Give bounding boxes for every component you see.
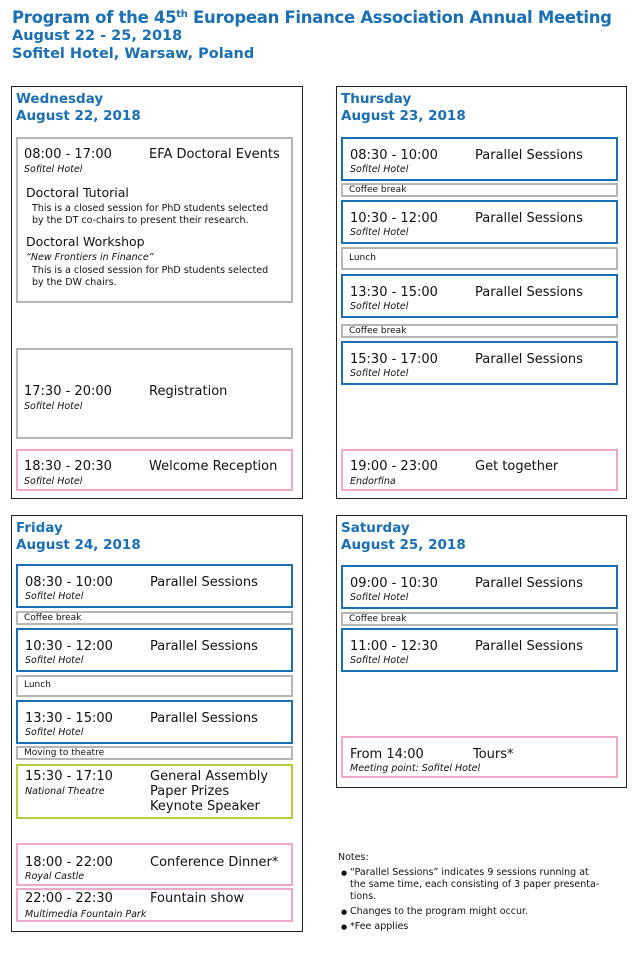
event-title: Parallel Sessions <box>150 575 258 590</box>
event-parallel-sessions[interactable] <box>341 274 618 318</box>
event-time: From 14:00 <box>350 747 424 762</box>
doctoral-workshop-title: Doctoral Workshop <box>26 234 145 249</box>
doctoral-tutorial-title: Doctoral Tutorial <box>26 185 129 200</box>
event-welcome-reception[interactable] <box>16 449 293 491</box>
event-get-together[interactable] <box>341 449 618 491</box>
weekday-label: Saturday <box>341 520 410 536</box>
note-line: Changes to the program might occur. <box>350 906 529 917</box>
event-time: 22:00 - 22:30 <box>25 891 113 906</box>
break-label: Coffee break <box>349 185 407 195</box>
event-parallel-sessions[interactable] <box>341 341 618 385</box>
event-title: Parallel Sessions <box>150 711 258 726</box>
event-title: Fountain show <box>150 891 245 906</box>
break-coffee <box>341 612 618 626</box>
event-parallel-sessions[interactable] <box>341 565 618 609</box>
break-label: Coffee break <box>349 326 407 336</box>
day-heading <box>16 520 141 554</box>
title-text: Program of the 45 <box>12 8 177 27</box>
event-location: Sofitel Hotel <box>350 655 409 666</box>
weekday-label: Thursday <box>341 91 412 107</box>
event-time: 09:00 - 10:30 <box>350 576 438 591</box>
bullet-icon: ● <box>341 923 348 931</box>
event-time: 08:30 - 10:00 <box>350 148 438 163</box>
break-coffee <box>16 611 293 625</box>
event-parallel-sessions[interactable] <box>341 137 618 181</box>
event-title: Conference Dinner* <box>150 855 279 870</box>
break-coffee <box>341 324 618 338</box>
description-line: This is a closed session for PhD students selected <box>32 203 269 214</box>
event-location: Multimedia Fountain Park <box>25 909 147 920</box>
notes-heading: Notes: <box>338 852 369 863</box>
note-item <box>338 906 599 918</box>
event-location: Sofitel Hotel <box>24 476 83 487</box>
break-label: Coffee break <box>24 613 82 623</box>
date-label: August 22, 2018 <box>16 108 141 124</box>
event-parallel-sessions[interactable] <box>341 628 618 672</box>
note-line: “Parallel Sessions” indicates 9 sessions running at <box>350 867 589 878</box>
break-label: Lunch <box>349 253 376 263</box>
break-label: Coffee break <box>349 614 407 624</box>
event-title: Welcome Reception <box>149 459 278 474</box>
event-title-list <box>150 769 268 814</box>
event-doctoral-events[interactable] <box>16 137 293 303</box>
event-parallel-sessions[interactable] <box>16 700 293 744</box>
description-line: This is a closed session for PhD students selected <box>32 265 269 276</box>
day-panel-thursday <box>336 86 627 499</box>
event-title: Parallel Sessions <box>475 576 583 591</box>
event-time: 13:30 - 15:00 <box>350 285 438 300</box>
event-parallel-sessions[interactable] <box>16 628 293 672</box>
event-time: 19:00 - 23:00 <box>350 459 438 474</box>
event-title: General Assembly <box>150 769 269 784</box>
break-lunch <box>341 247 618 270</box>
weekday-label: Friday <box>16 520 63 536</box>
day-panel-friday <box>11 515 303 932</box>
break-label: Moving to theatre <box>24 748 105 758</box>
note-line: tions. <box>350 891 377 902</box>
meeting-dates: August 22 - 25, 2018 <box>12 28 183 44</box>
event-location: Endorfina <box>350 476 396 487</box>
doctoral-workshop-subtitle: “New Frontiers in Finance” <box>26 252 154 263</box>
title-ordinal-suffix: th <box>176 9 188 20</box>
event-time: 08:30 - 10:00 <box>25 575 113 590</box>
event-title: Tours* <box>473 747 514 762</box>
doctoral-tutorial-description <box>32 203 268 227</box>
event-title: Parallel Sessions <box>475 148 583 163</box>
bullet-icon: ● <box>341 869 348 877</box>
event-location: Meeting point: Sofitel Hotel <box>350 763 481 774</box>
event-title: Parallel Sessions <box>475 285 583 300</box>
doctoral-workshop-description <box>32 265 268 289</box>
event-location: Sofitel Hotel <box>350 301 409 312</box>
note-line: *Fee applies <box>350 921 409 932</box>
event-time: 18:30 - 20:30 <box>24 459 112 474</box>
event-location: Sofitel Hotel <box>350 368 409 379</box>
event-fountain-show[interactable] <box>16 888 293 922</box>
event-title: Registration <box>149 384 228 399</box>
event-time: 10:30 - 12:00 <box>25 639 113 654</box>
event-location: Royal Castle <box>25 871 85 882</box>
event-time: 10:30 - 12:00 <box>350 211 438 226</box>
event-registration[interactable] <box>16 348 293 439</box>
event-title: Paper Prizes <box>150 784 230 799</box>
event-title: Parallel Sessions <box>475 211 583 226</box>
day-heading <box>341 520 466 554</box>
description-line: by the DT co-chairs to present their research. <box>32 215 249 226</box>
notes-section <box>338 852 599 933</box>
event-location: Sofitel Hotel <box>350 592 409 603</box>
break-lunch <box>16 675 293 697</box>
event-location: Sofitel Hotel <box>25 655 84 666</box>
break-moving-to-theatre <box>16 746 293 760</box>
event-title: Keynote Speaker <box>150 799 260 814</box>
note-line: the same time, each consisting of 3 paper presenta- <box>350 879 600 890</box>
note-item <box>338 921 599 933</box>
event-title: Parallel Sessions <box>150 639 258 654</box>
break-label: Lunch <box>24 680 51 690</box>
event-conference-dinner[interactable] <box>16 843 293 886</box>
date-label: August 24, 2018 <box>16 537 141 553</box>
event-time: 08:00 - 17:00 <box>24 147 112 162</box>
event-title: EFA Doctoral Events <box>149 147 280 162</box>
event-time: 13:30 - 15:00 <box>25 711 113 726</box>
event-general-assembly[interactable] <box>16 764 293 819</box>
event-title: Get together <box>475 459 559 474</box>
day-heading <box>341 91 466 125</box>
event-location: Sofitel Hotel <box>24 401 83 412</box>
page-title <box>12 8 612 27</box>
event-time: 17:30 - 20:00 <box>24 384 112 399</box>
event-location: Sofitel Hotel <box>24 164 83 175</box>
event-location: Sofitel Hotel <box>350 164 409 175</box>
bullet-icon: ● <box>341 908 348 916</box>
date-label: August 23, 2018 <box>341 108 466 124</box>
event-location: National Theatre <box>25 786 105 797</box>
event-parallel-sessions[interactable] <box>16 564 293 608</box>
event-location: Sofitel Hotel <box>25 727 84 738</box>
event-location: Sofitel Hotel <box>25 591 84 602</box>
day-panel-wednesday <box>11 86 303 499</box>
date-label: August 25, 2018 <box>341 537 466 553</box>
event-tours[interactable] <box>341 736 618 778</box>
break-coffee <box>341 183 618 197</box>
event-time: 18:00 - 22:00 <box>25 855 113 870</box>
event-location: Sofitel Hotel <box>350 227 409 238</box>
event-time: 15:30 - 17:10 <box>25 769 113 784</box>
title-text-rest: European Finance Association Annual Meeting <box>187 8 612 27</box>
event-title: Parallel Sessions <box>475 352 583 367</box>
event-parallel-sessions[interactable] <box>341 200 618 244</box>
event-time: 11:00 - 12:30 <box>350 639 438 654</box>
day-panel-saturday <box>336 515 627 788</box>
weekday-label: Wednesday <box>16 91 104 107</box>
notes-list <box>338 867 599 933</box>
description-line: by the DW chairs. <box>32 277 117 288</box>
meeting-venue: Sofitel Hotel, Warsaw, Poland <box>12 46 255 62</box>
event-time: 15:30 - 17:00 <box>350 352 438 367</box>
day-heading <box>16 91 141 125</box>
event-title: Parallel Sessions <box>475 639 583 654</box>
note-item <box>338 867 599 903</box>
